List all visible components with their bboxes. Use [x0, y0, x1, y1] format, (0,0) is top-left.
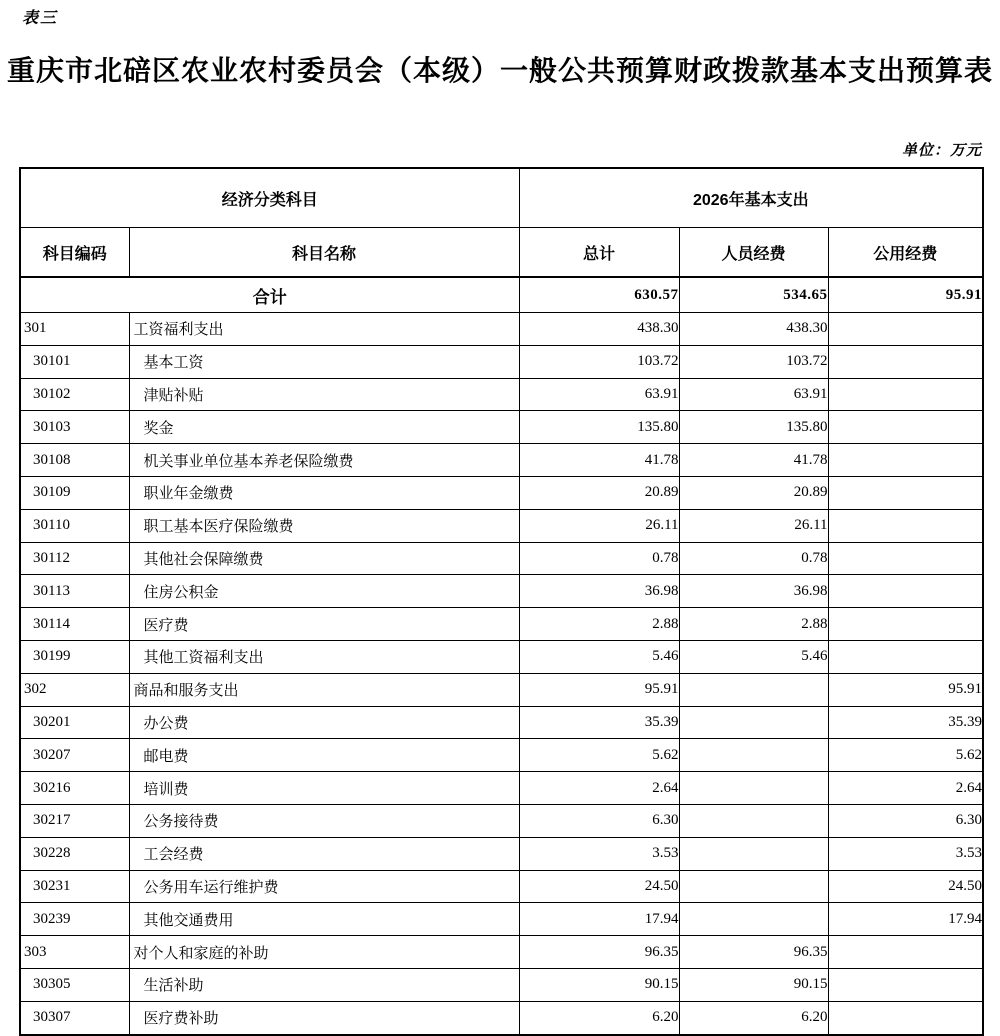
total-value: 96.35 — [519, 936, 679, 969]
table-row — [20, 476, 983, 509]
budget-table — [19, 167, 984, 1036]
public-value: 5.62 — [828, 739, 983, 772]
unit-note: 单位：万元 — [901, 143, 982, 159]
table-row — [20, 804, 983, 837]
subject-code: 30109 — [20, 476, 129, 509]
total-value: 36.98 — [519, 575, 679, 608]
grand-total-value: 630.57 — [519, 277, 679, 313]
personnel-value — [679, 870, 828, 903]
personnel-value: 63.91 — [679, 378, 828, 411]
header-group-row — [20, 168, 983, 228]
subject-code: 30307 — [20, 1001, 129, 1034]
subject-name: 医疗费补助 — [129, 1001, 519, 1034]
column-header-public-funds: 公用经费 — [828, 228, 983, 278]
public-value: 17.94 — [828, 903, 983, 936]
total-value: 35.39 — [519, 706, 679, 739]
personnel-value — [679, 772, 828, 805]
table-row — [20, 444, 983, 477]
column-header-subject-name: 科目名称 — [129, 228, 519, 278]
subject-code: 30207 — [20, 739, 129, 772]
table-row — [20, 1001, 983, 1034]
personnel-value — [679, 706, 828, 739]
total-value: 90.15 — [519, 968, 679, 1001]
subject-code: 30108 — [20, 444, 129, 477]
subject-name: 其他社会保障缴费 — [129, 542, 519, 575]
personnel-value: 20.89 — [679, 476, 828, 509]
grand-total-row — [20, 277, 983, 313]
personnel-value: 0.78 — [679, 542, 828, 575]
subject-code: 30199 — [20, 640, 129, 673]
personnel-value: 2.88 — [679, 608, 828, 641]
personnel-value: 135.80 — [679, 411, 828, 444]
grand-total-public-value: 95.91 — [828, 277, 983, 313]
personnel-value: 103.72 — [679, 345, 828, 378]
personnel-value — [679, 804, 828, 837]
total-value: 5.46 — [519, 640, 679, 673]
public-value — [828, 640, 983, 673]
total-value: 2.64 — [519, 772, 679, 805]
table-row — [20, 837, 983, 870]
public-value — [828, 345, 983, 378]
total-value: 24.50 — [519, 870, 679, 903]
subject-code: 30101 — [20, 345, 129, 378]
total-value: 6.30 — [519, 804, 679, 837]
subject-name: 生活补助 — [129, 968, 519, 1001]
subject-code: 301 — [20, 313, 129, 346]
header-economic-classification: 经济分类科目 — [20, 168, 519, 228]
subject-name: 工会经费 — [129, 837, 519, 870]
subject-code: 30201 — [20, 706, 129, 739]
column-header-total: 总计 — [519, 228, 679, 278]
public-value — [828, 542, 983, 575]
public-value: 6.30 — [828, 804, 983, 837]
table-row — [20, 313, 983, 346]
subject-code: 30231 — [20, 870, 129, 903]
subject-name: 对个人和家庭的补助 — [129, 936, 519, 969]
table-row — [20, 903, 983, 936]
table-row — [20, 542, 983, 575]
public-value: 2.64 — [828, 772, 983, 805]
subject-code: 30110 — [20, 509, 129, 542]
total-value: 26.11 — [519, 509, 679, 542]
subject-name: 公务用车运行维护费 — [129, 870, 519, 903]
subject-name: 工资福利支出 — [129, 313, 519, 346]
subject-code: 30113 — [20, 575, 129, 608]
public-value: 95.91 — [828, 673, 983, 706]
table-row — [20, 345, 983, 378]
personnel-value: 6.20 — [679, 1001, 828, 1034]
total-value: 17.94 — [519, 903, 679, 936]
subject-code: 30216 — [20, 772, 129, 805]
column-header-subject-code: 科目编码 — [20, 228, 129, 278]
budget-table-body — [20, 277, 983, 1035]
public-value — [828, 968, 983, 1001]
public-value: 3.53 — [828, 837, 983, 870]
total-value: 6.20 — [519, 1001, 679, 1034]
total-value: 20.89 — [519, 476, 679, 509]
total-value: 0.78 — [519, 542, 679, 575]
subject-name: 邮电费 — [129, 739, 519, 772]
header-columns-row — [20, 228, 983, 278]
subject-name: 基本工资 — [129, 345, 519, 378]
table-row — [20, 706, 983, 739]
subject-code: 302 — [20, 673, 129, 706]
total-value: 3.53 — [519, 837, 679, 870]
grand-total-label: 合计 — [20, 277, 519, 313]
public-value — [828, 378, 983, 411]
table-row — [20, 968, 983, 1001]
public-value — [828, 476, 983, 509]
table-row — [20, 509, 983, 542]
table-row — [20, 673, 983, 706]
subject-name: 机关事业单位基本养老保险缴费 — [129, 444, 519, 477]
personnel-value: 96.35 — [679, 936, 828, 969]
table-row — [20, 575, 983, 608]
subject-name: 其他交通费用 — [129, 903, 519, 936]
subject-code: 30305 — [20, 968, 129, 1001]
table-row — [20, 772, 983, 805]
table-row — [20, 608, 983, 641]
total-value: 103.72 — [519, 345, 679, 378]
public-value — [828, 411, 983, 444]
personnel-value — [679, 673, 828, 706]
subject-code: 30239 — [20, 903, 129, 936]
public-value: 35.39 — [828, 706, 983, 739]
subject-name: 公务接待费 — [129, 804, 519, 837]
public-value — [828, 1001, 983, 1034]
public-value — [828, 936, 983, 969]
public-value — [828, 608, 983, 641]
public-value: 24.50 — [828, 870, 983, 903]
total-value: 135.80 — [519, 411, 679, 444]
subject-code: 30112 — [20, 542, 129, 575]
public-value — [828, 509, 983, 542]
subject-name: 其他工资福利支出 — [129, 640, 519, 673]
column-header-personnel-funds: 人员经费 — [679, 228, 828, 278]
table-row — [20, 936, 983, 969]
sheet-tag: 表三 — [22, 10, 59, 27]
subject-code: 30217 — [20, 804, 129, 837]
subject-name: 奖金 — [129, 411, 519, 444]
grand-total-personnel-value: 534.65 — [679, 277, 828, 313]
personnel-value: 41.78 — [679, 444, 828, 477]
subject-name: 商品和服务支出 — [129, 673, 519, 706]
personnel-value — [679, 903, 828, 936]
personnel-value: 438.30 — [679, 313, 828, 346]
table-row — [20, 739, 983, 772]
total-value: 95.91 — [519, 673, 679, 706]
total-value: 41.78 — [519, 444, 679, 477]
table-row — [20, 411, 983, 444]
table-row — [20, 378, 983, 411]
personnel-value — [679, 837, 828, 870]
total-value: 63.91 — [519, 378, 679, 411]
subject-code: 303 — [20, 936, 129, 969]
personnel-value: 90.15 — [679, 968, 828, 1001]
public-value — [828, 313, 983, 346]
page-title: 重庆市北碚区农业农村委员会（本级）一般公共预算财政拨款基本支出预算表 — [6, 55, 993, 86]
personnel-value — [679, 739, 828, 772]
public-value — [828, 444, 983, 477]
header-basic-expenditure-2026: 2026年基本支出 — [519, 168, 983, 228]
total-value: 2.88 — [519, 608, 679, 641]
total-value: 5.62 — [519, 739, 679, 772]
subject-code: 30228 — [20, 837, 129, 870]
total-value: 438.30 — [519, 313, 679, 346]
subject-name: 职工基本医疗保险缴费 — [129, 509, 519, 542]
personnel-value: 5.46 — [679, 640, 828, 673]
personnel-value: 26.11 — [679, 509, 828, 542]
subject-name: 医疗费 — [129, 608, 519, 641]
subject-name: 培训费 — [129, 772, 519, 805]
public-value — [828, 575, 983, 608]
subject-name: 住房公积金 — [129, 575, 519, 608]
table-row — [20, 870, 983, 903]
subject-name: 职业年金缴费 — [129, 476, 519, 509]
subject-name: 办公费 — [129, 706, 519, 739]
subject-code: 30103 — [20, 411, 129, 444]
subject-name: 津贴补贴 — [129, 378, 519, 411]
table-row — [20, 640, 983, 673]
personnel-value: 36.98 — [679, 575, 828, 608]
subject-code: 30102 — [20, 378, 129, 411]
subject-code: 30114 — [20, 608, 129, 641]
